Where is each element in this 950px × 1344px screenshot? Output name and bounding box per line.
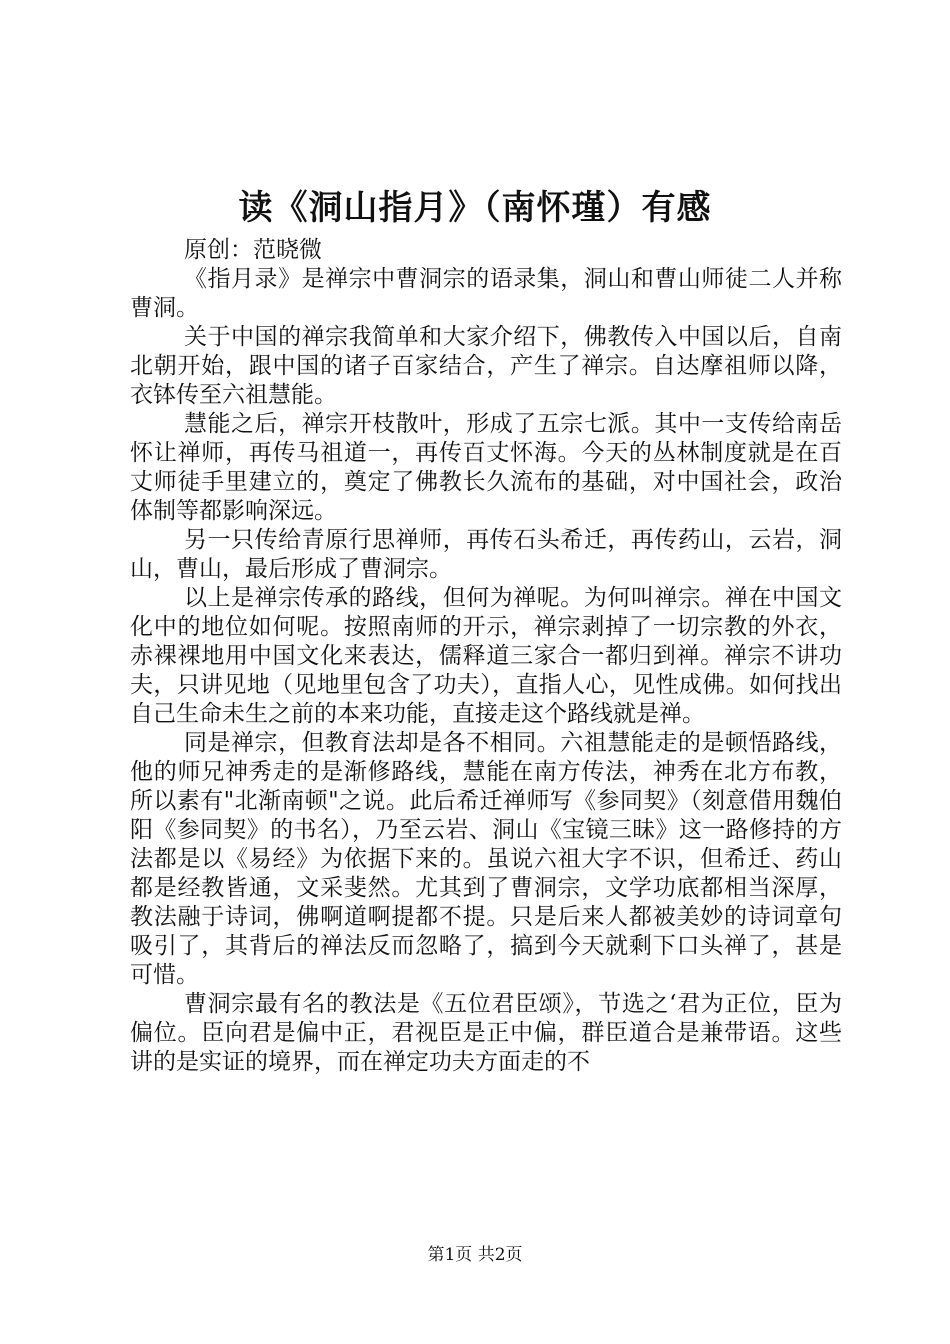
paragraph: 以上是禅宗传承的路线，但何为禅呢。为何叫禅宗。禅在中国文化中的地位如何呢。按照南师的开示，禅宗剥掉了一切宗教的外衣，赤裸裸地用中国文化来表达，儒释道三家合一都归到禅。禅宗不讲功夫，只讲见地（见地里包含了功夫），直指人心，见性成佛。如何找出自己生命未生之前的本来功能，直接走这个路线就是禅。 [130,585,842,727]
paragraph: 另一只传给青原行思禅师，再传石头希迁，再传药山，云岩，洞山，曹山，最后形成了曹洞宗。 [130,527,842,582]
document-title: 读《洞山指月》（南怀瑾）有感 [238,188,712,228]
paragraph: 同是禅宗，但教育法却是各不相同。六祖慧能走的是顿悟路线，他的师兄神秀走的是渐修路线，慧能在南方传法，神秀在北方布教，所以素有"北渐南顿"之说。此后希迁禅师写《参同契》（刻意借用魏伯阳《参同契》的书名），乃至云岩、洞山《宝镜三昧》这一路修持的方法都是以《易经》为依据下来的。虽说六祖大字不识，但希迁、药山都是经教皆通，文采斐然。尤其到了曹洞宗，文学功底都相当深厚，教法融于诗词，佛啊道啊提都不提。只是后来人都被美妙的诗词章句吸引了，其背后的禅法反而忽略了，搞到今天就剩下口头禅了，甚是可惜。 [130,730,842,988]
document-body [130,236,842,1077]
paragraph: 慧能之后，禅宗开枝散叶，形成了五宗七派。其中一支传给南岳怀让禅师，再传马祖道一，再传百丈怀海。今天的丛林制度就是在百丈师徒手里建立的，奠定了佛教长久流布的基础，对中国社会，政治体制等都影响深远。 [130,411,842,524]
paragraph: 《指月录》是禅宗中曹洞宗的语录集，洞山和曹山师徒二人并称曹洞。 [130,266,842,321]
author-line: 原创：范晓微 [184,237,322,263]
paragraph: 关于中国的禅宗我简单和大家介绍下，佛教传入中国以后，自南北朝开始，跟中国的诸子百家结合，产生了禅宗。自达摩祖师以降，衣钵传至六祖慧能。 [130,324,842,408]
page-number-footer: 第1页 共2页 [427,1245,523,1265]
paragraph: 曹洞宗最有名的教法是《五位君臣颂》，节选之‘君为正位，臣为偏位。臣向君是偏中正，君视臣是正中偏，群臣道合是兼带语。这些讲的是实证的境界，而在禅定功夫方面走的不 [130,991,842,1075]
